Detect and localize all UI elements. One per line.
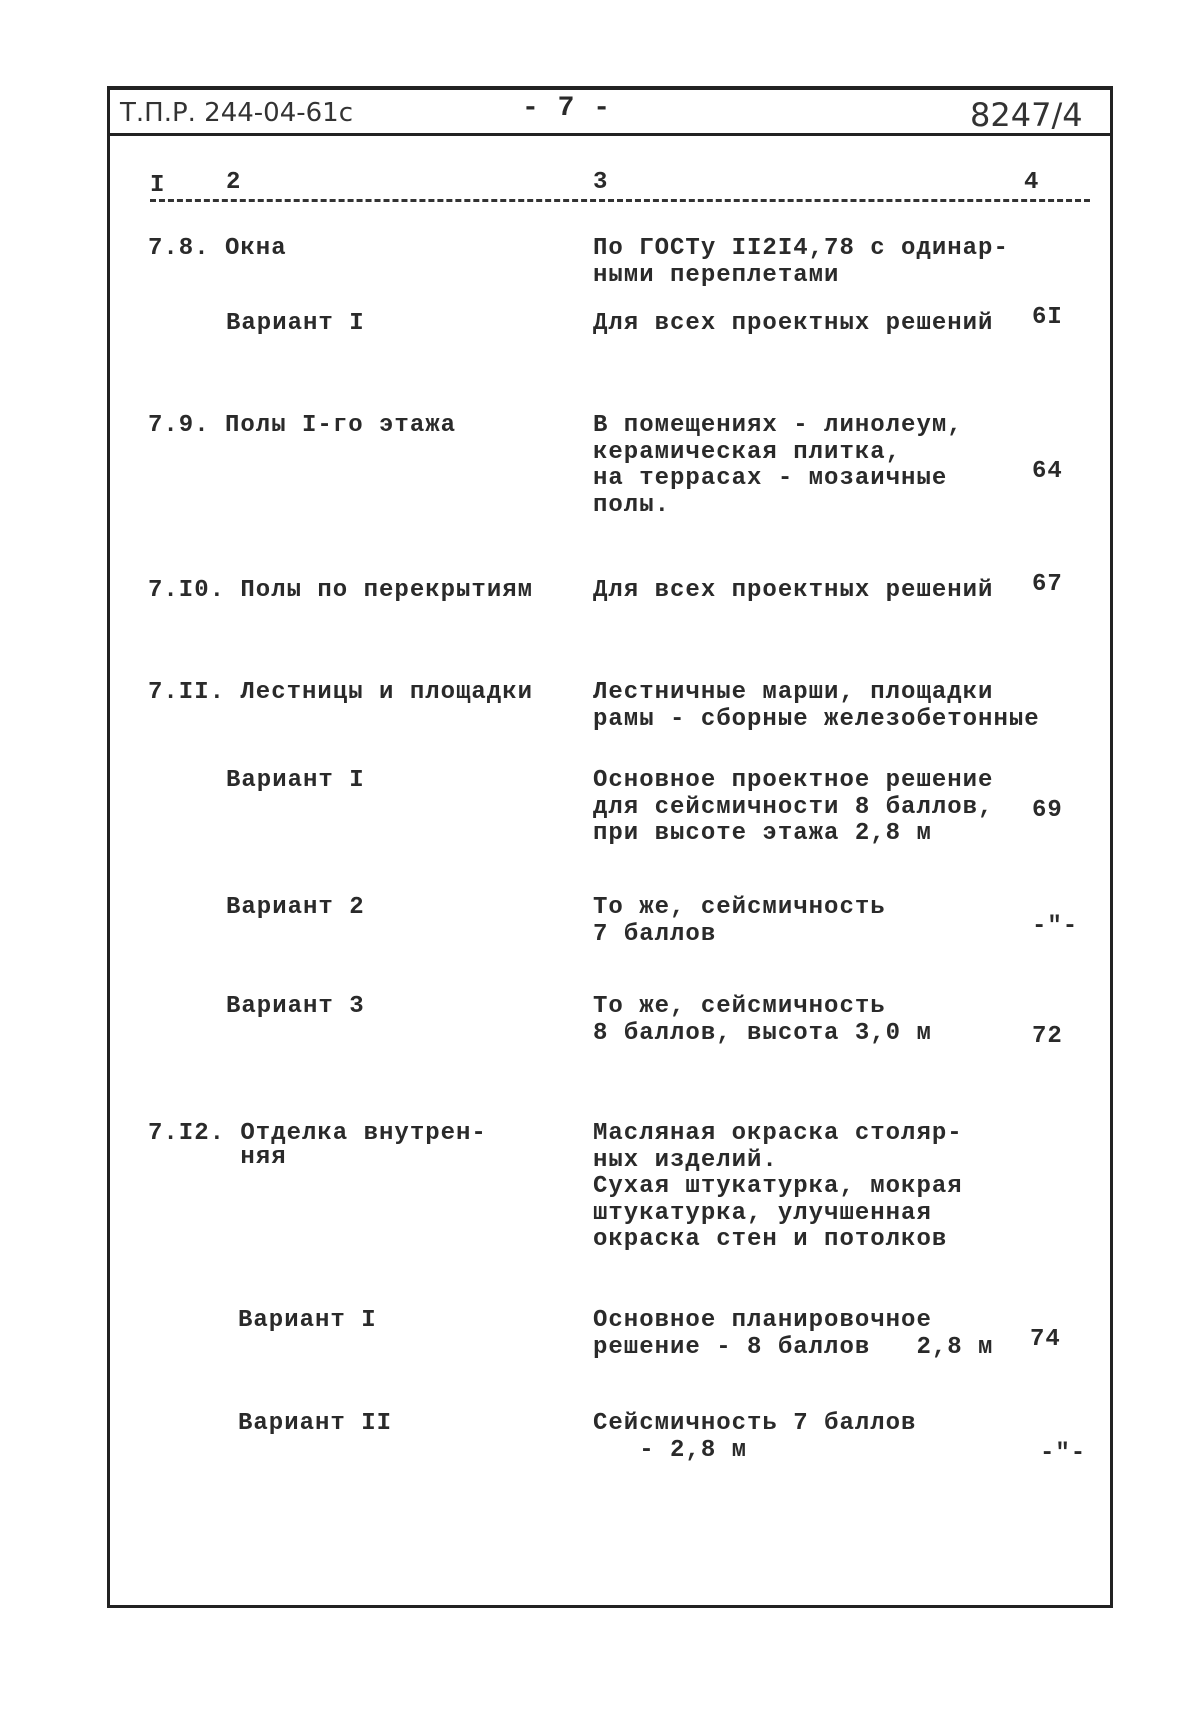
row-description-line: решение - 8 баллов 2,8 м xyxy=(593,1333,994,1361)
document-number: 8247/4 xyxy=(970,96,1083,134)
row-name: Лестницы и площадки xyxy=(240,679,534,706)
row-description-line: при высоте этажа 2,8 м xyxy=(593,820,932,847)
row-name: Отделка внутрен- xyxy=(240,1120,487,1147)
row-description-line: ными переплетами xyxy=(593,261,840,289)
row-description-line: на террасах - мозаичные xyxy=(593,465,948,492)
row-page: 69 xyxy=(1032,797,1063,824)
row-name: Полы I-го этажа xyxy=(225,412,457,439)
row-description-line: штукатурка, улучшенная xyxy=(593,1199,932,1227)
row-page: 6I xyxy=(1032,304,1063,331)
row-name: Окна xyxy=(225,235,287,262)
row-name: Вариант I xyxy=(226,767,365,794)
row-description-line: для сейсмичности 8 баллов, xyxy=(593,793,994,821)
header-divider xyxy=(107,133,1113,136)
row-number: 7.I2. xyxy=(148,1120,226,1147)
row-page: -"- xyxy=(1032,913,1079,940)
row-page: 72 xyxy=(1032,1023,1063,1050)
row-description-line: Сухая штукатурка, мокрая xyxy=(593,1173,963,1200)
page-number: - 7 - xyxy=(522,93,612,124)
row-number: 7.8. xyxy=(148,235,210,262)
row-description-line: По ГОСТу II2I4,78 с одинар- xyxy=(593,235,1009,262)
row-description-line: Основное планировочное xyxy=(593,1307,932,1334)
row-number: 7.II. xyxy=(148,679,226,706)
header-dashed-line xyxy=(150,199,1090,202)
row-name: Вариант I xyxy=(226,310,365,337)
row-description-line: Основное проектное решение xyxy=(593,767,994,794)
col-header-1: I xyxy=(150,172,166,199)
row-number: 7.I0. xyxy=(148,577,226,604)
row-description-line: ных изделий. xyxy=(593,1146,778,1174)
row-name: Вариант 3 xyxy=(226,993,365,1020)
row-description-line: 7 баллов xyxy=(593,920,717,948)
row-description-line: Лестничные марши, площадки xyxy=(593,679,994,706)
col-header-3: 3 xyxy=(593,169,609,196)
row-description-line: окраска стен и потолков xyxy=(593,1226,948,1253)
row-description-line: полы. xyxy=(593,491,671,519)
row-description-line: - 2,8 м xyxy=(593,1436,748,1464)
row-name: Вариант I xyxy=(238,1307,377,1334)
row-name: Вариант 2 xyxy=(226,894,365,921)
row-description-line: Масляная окраска столяр- xyxy=(593,1120,963,1147)
row-description-line: В помещениях - линолеум, xyxy=(593,412,963,439)
row-number: 7.9. xyxy=(148,412,210,439)
row-name-cont: няя xyxy=(240,1144,287,1171)
row-page: 67 xyxy=(1032,571,1063,598)
row-description-line: керамическая плитка, xyxy=(593,438,902,466)
col-header-4: 4 xyxy=(1024,169,1040,196)
row-page: 64 xyxy=(1032,458,1063,485)
row-page: 74 xyxy=(1030,1326,1061,1353)
row-description-line: То же, сейсмичность xyxy=(593,894,886,921)
row-name: Полы по перекрытиям xyxy=(240,577,534,604)
row-description-line: Для всех проектных решений xyxy=(593,577,994,604)
row-description-line: Для всех проектных решений xyxy=(593,310,994,337)
row-description-line: рамы - сборные железобетонные xyxy=(593,705,1040,733)
col-header-2: 2 xyxy=(226,169,242,196)
row-page: -"- xyxy=(1040,1440,1087,1467)
row-name: Вариант II xyxy=(238,1410,393,1437)
row-description-line: 8 баллов, высота 3,0 м xyxy=(593,1019,932,1047)
row-description-line: Сейсмичность 7 баллов xyxy=(593,1410,917,1437)
document-code: Т.П.Р. 244-04-61с xyxy=(120,98,354,128)
row-description-line: То же, сейсмичность xyxy=(593,993,886,1020)
